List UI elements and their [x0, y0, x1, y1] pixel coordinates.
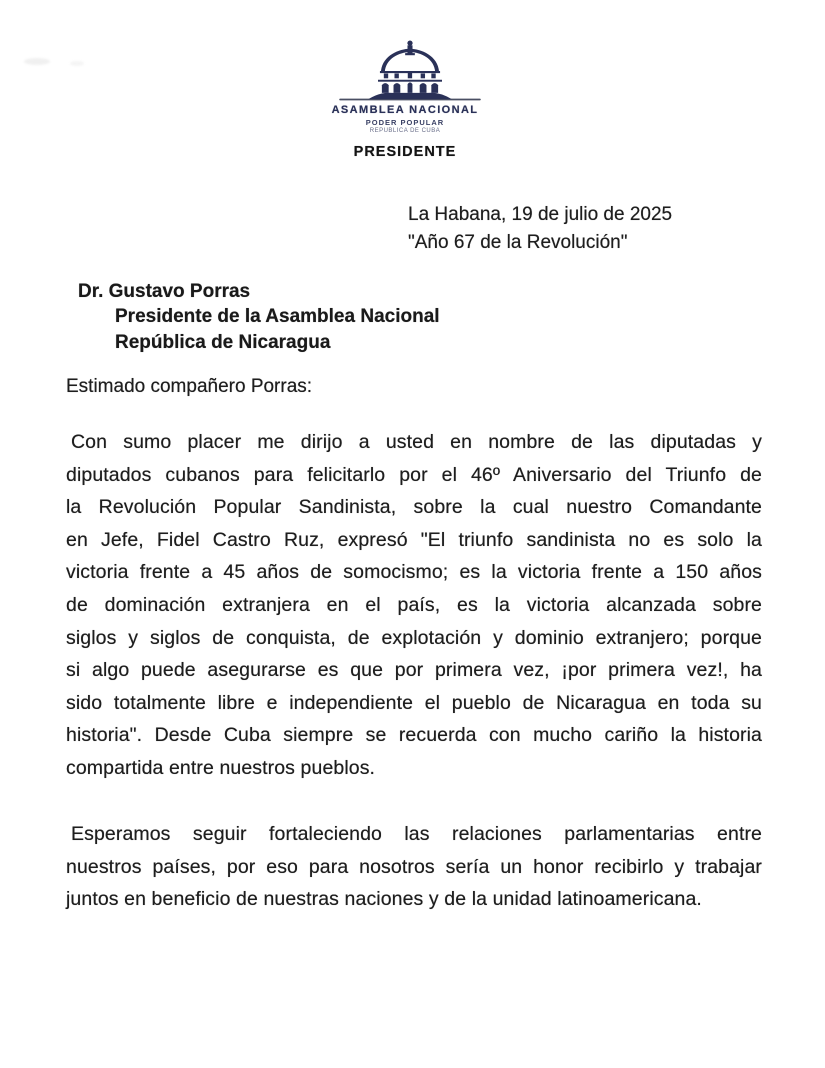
- body-line: si algo puede asegurarse es que por primera vez, ¡por primera vez!, ha: [66, 659, 762, 682]
- org-subtitle-2: REPÚBLICA DE CUBA: [369, 128, 441, 134]
- recipient-name: Dr. Gustavo Porras: [78, 281, 251, 302]
- scan-artifact: [70, 61, 84, 66]
- body-line: victoria frente a 45 años de somocismo; es la victoria frente a 150 años: [66, 561, 762, 584]
- body-line: Con sumo placer me dirijo a usted en nombre de las diputadas y: [71, 431, 762, 453]
- body-paragraph-1: [66, 426, 762, 785]
- body-line: compartida entre nuestros pueblos.: [66, 756, 376, 779]
- org-subtitle: PODER POPULAR: [365, 118, 445, 127]
- body-line: nuestros países, por eso para nosotros sería un honor recibirlo y trabajar: [66, 855, 762, 878]
- capitol-dome-icon: [335, 40, 485, 104]
- body-line: Esperamos seguir fortaleciendo las relaciones parlamentarias entre: [71, 823, 762, 845]
- office-title: PRESIDENTE: [353, 144, 457, 160]
- body-line: diputados cubanos para felicitarlo por el 46º Aniversario del Triunfo de: [66, 463, 762, 486]
- body-line: siglos y siglos de conquista, de explotación y dominio extranjero; porque: [66, 626, 762, 649]
- body-line: juntos en beneficio de nuestras naciones y de la unidad latinoamericana.: [66, 888, 702, 911]
- org-name: ASAMBLEA NACIONAL: [331, 104, 479, 116]
- place-date-line: La Habana, 19 de julio de 2025: [408, 204, 673, 225]
- revolution-year-line: "Año 67 de la Revolución": [408, 231, 628, 253]
- body-line: de dominación extranjera en el país, es la victoria alcanzada sobre: [66, 593, 762, 616]
- body-line: en Jefe, Fidel Castro Ruz, expresó "El triunfo sandinista no es solo la: [66, 528, 762, 551]
- body-paragraph-2: [66, 818, 762, 916]
- recipient-country: República de Nicaragua: [115, 331, 331, 353]
- recipient-title: Presidente de la Asamblea Nacional: [115, 306, 440, 328]
- recipient-block: [78, 279, 440, 355]
- salutation: Estimado compañero Porras:: [66, 376, 313, 397]
- scan-artifact: [24, 58, 50, 65]
- dateline: [408, 201, 672, 256]
- body-line: sido totalmente libre e independiente el pueblo de Nicaragua en toda su: [66, 691, 762, 714]
- body-line: la Revolución Popular Sandinista, sobre la cual nuestro Comandante: [66, 496, 762, 519]
- body-line: historia". Desde Cuba siempre se recuerda con mucho cariño la historia: [66, 724, 762, 747]
